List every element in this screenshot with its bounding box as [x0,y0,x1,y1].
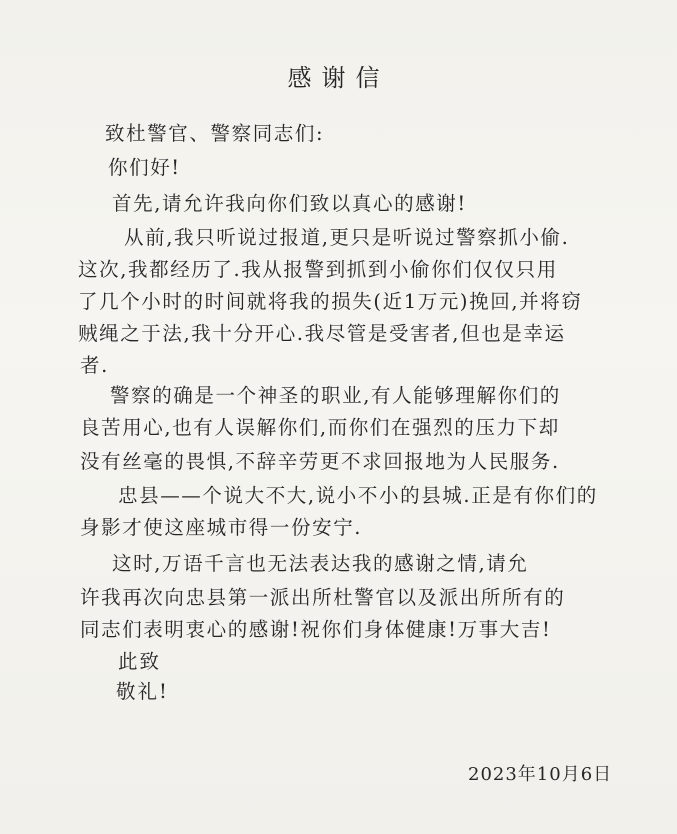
body-line: 没有丝毫的畏惧,不辞辛劳更不求回报地为人民服务. [80,450,560,473]
body-line: 忠县——个说大不大,说小不小的县城.正是有你们的 [118,484,598,507]
body-line: 警察的确是一个神圣的职业,有人能够理解你们的 [110,384,561,407]
body-line: 者. [80,354,109,377]
body-line: 了几个小时的时间就将我的损失(近1万元)挽回,并将窃 [78,290,583,313]
body-line: 同志们表明衷心的感谢!祝你们身体健康!万事大吉! [80,618,552,641]
body-line: 身影才使这座城市得一份安宁. [80,516,363,539]
body-line: 这时,万语千言也无法表达我的感谢之情,请允 [112,552,529,575]
letter-title: 感谢信 [287,64,390,92]
letter-date: 2023年10月6日 [468,764,613,785]
body-line: 这次,我都经历了.我从报警到抓到小偷你们仅仅只用 [78,258,558,281]
body-line: 首先,请允许我向你们致以真心的感谢! [112,192,467,215]
body-line: 贼绳之于法,我十分开心.我尽管是受害者,但也是幸运 [78,322,566,345]
body-line: 许我再次向忠县第一派出所杜警官以及派出所所有的 [80,586,566,609]
greeting: 你们好! [108,156,181,179]
salutation: 致杜警官、警察同志们: [105,122,325,145]
closing-2: 敬礼! [116,680,169,703]
closing-1: 此致 [118,650,162,673]
body-line: 良苦用心,也有人误解你们,而你们在强烈的压力下却 [80,416,560,439]
body-line: 从前,我只听说过报道,更只是听说过警察抓小偷. [124,226,570,249]
